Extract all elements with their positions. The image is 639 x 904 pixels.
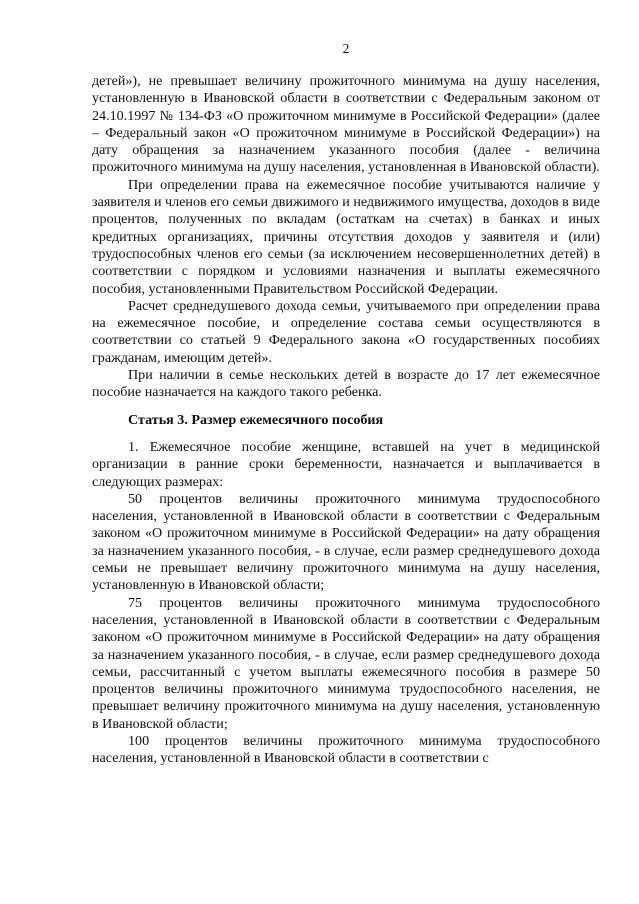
paragraph-property-income: При определении права на ежемесячное пособие учитываются наличие у заявителя и членов его семьи движимого и недвижимого имущества, доходов в виде процентов, полученных по вкладам (остаткам на счетах) в банках и иных кредитных организациях, причины отсутствия доходов у заявителя и (или) трудоспособных членов его семьи (за исключением несовершеннолетних детей) в соответствии с порядком и условиями назначения и выплаты ежемесячного пособия, установленными Правительством Российской Федерации. xyxy=(92,176,600,297)
article-paragraph-intro: 1. Ежемесячное пособие женщине, вставшей на учет в медицинской организации в ранние сроки беременности, назначается и выплачивается в следующих размерах: xyxy=(92,438,600,490)
document-page xyxy=(92,40,600,768)
article-paragraph-50-percent: 50 процентов величины прожиточного минимума трудоспособного населения, установленной в Ивановской области в соответствии с Федеральным законом «О прожиточном минимуме в Российской Федерации» на дату обращения за назначением указанного пособия, - в случае, если размер среднедушевого дохода семьи не превышает величину прожиточного минимума на душу населения, установленную в Ивановской области; xyxy=(92,490,600,594)
paragraph-income-calculation: Расчет среднедушевого дохода семьи, учитываемого при определении права на ежемесячное пособие, и определение состава семьи осуществляются в соответствии со статьей 9 Федерального закона «О государственных пособиях гражданам, имеющим детей». xyxy=(92,297,600,366)
page-number: 2 xyxy=(342,41,350,56)
article-paragraph-75-percent: 75 процентов величины прожиточного минимума трудоспособного населения, установленной в Ивановской области в соответствии с Федеральным законом «О прожиточном минимуме в Российской Федерации» на дату обращения за назначением указанного пособия, - в случае, если размер среднедушевого дохода семьи, рассчитанный с учетом выплаты ежемесячного пособия в размере 50 процентов величины прожиточного минимума трудоспособного населения, не превышает величину прожиточного минимума на душу населения, установленную в Ивановской области; xyxy=(92,594,600,732)
article-paragraph-100-percent: 100 процентов величины прожиточного минимума трудоспособного населения, установленной в Ивановской области в соответствии с xyxy=(92,732,600,767)
article-heading: Статья 3. Размер ежемесячного пособия xyxy=(128,411,384,428)
paragraph-continuation: детей»), не превышает величину прожиточного минимума на душу населения, установленную в Ивановской области в соответствии с Федеральным законом от 24.10.1997 № 134-ФЗ «О прожиточном минимуме в Российской Федерации» (далее – Федеральный закон «О прожиточном минимуме в Российской Федерации») на дату обращения за назначением указанного пособия (далее - величина прожиточного минимума на душу населения, установленная в Ивановской области). xyxy=(92,73,600,176)
paragraph-several-children: При наличии в семье нескольких детей в возрасте до 17 лет ежемесячное пособие назначается на каждого такого ребенка. xyxy=(92,367,600,401)
